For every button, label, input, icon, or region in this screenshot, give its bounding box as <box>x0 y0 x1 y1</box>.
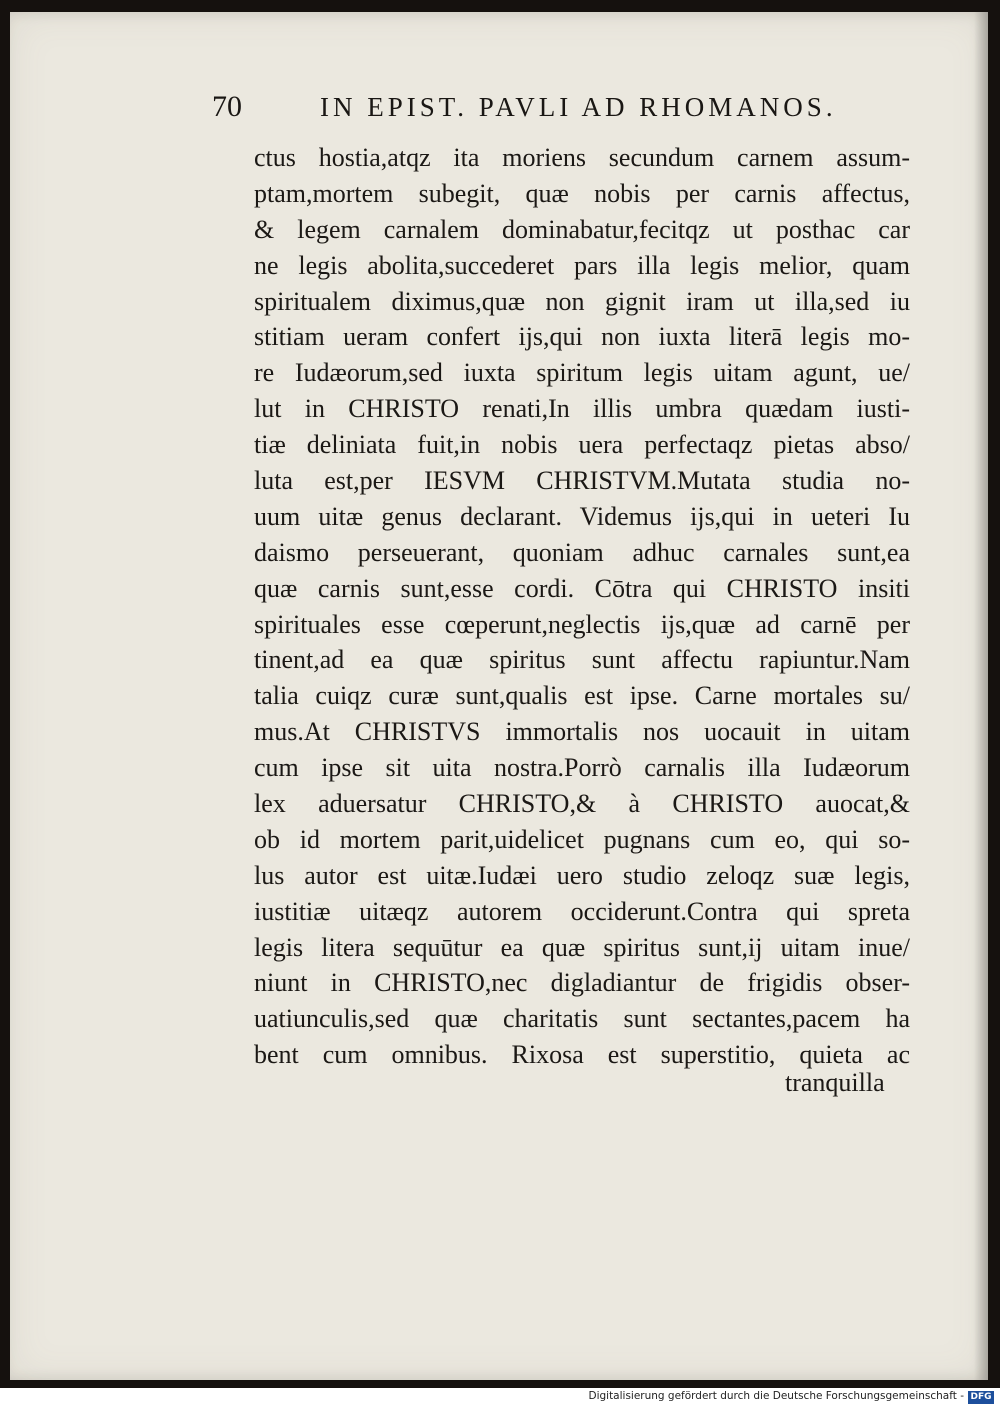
text-line: iustitiæ uitæqz autorem occiderunt.Contra qui spreta <box>254 896 910 926</box>
page-number: 70 <box>212 90 242 123</box>
text-line: uum uitæ genus declarant. Videmus ijs,qui in ueteri Iu <box>254 501 910 531</box>
text-line: mus.At CHRISTVS immortalis nos uocauit in uitam <box>254 717 910 747</box>
text-line: stitiam ueram confert ijs,qui non iuxta literā legis mo- <box>254 322 910 352</box>
page-spine-shadow <box>974 12 988 1380</box>
text-line: lut in CHRISTO renati,In illis umbra quædam iusti- <box>254 394 910 424</box>
footer-credit: Digitalisierung gefördert durch die Deutsche Forschungsgemeinschaft - <box>588 1390 964 1402</box>
catchword: tranquilla <box>785 1068 885 1097</box>
text-line: re Iudæorum,sed iuxta spiritum legis uitam agunt, ue/ <box>254 358 910 388</box>
text-line: bent cum omnibus. Rixosa est superstitio, quieta ac <box>254 1040 910 1070</box>
text-line: ob id mortem parit,uidelicet pugnans cum eo, qui so- <box>254 824 910 854</box>
text-line: ptam,mortem subegit, quæ nobis per carnis affectus, <box>254 178 910 208</box>
text-line: tiæ deliniata fuit,in nobis uera perfectaqz pietas abso/ <box>254 430 910 460</box>
text-line: luta est,per IESVM CHRISTVM.Mutata studia no- <box>254 466 910 496</box>
footer-bar <box>0 1388 1000 1408</box>
text-line: lus autor est uitæ.Iudæi uero studio zeloqz suæ legis, <box>254 860 910 890</box>
text-line: legis litera sequūtur ea quæ spiritus sunt,ij uitam inue/ <box>254 932 910 962</box>
page-header <box>10 90 988 134</box>
text-line: spirituales esse cœperunt,neglectis ijs,quæ ad carnē per <box>254 609 910 639</box>
book-page <box>10 12 988 1380</box>
text-line: & legem carnalem dominabatur,fecitqz ut posthac car <box>254 214 910 244</box>
text-line: talia cuiqz curæ sunt,qualis est ipse. Carne mortales su/ <box>254 681 910 711</box>
running-head: IN EPIST. PAVLI AD RHOMANOS. <box>320 92 837 122</box>
text-line: ne legis abolita,succederet pars illa legis melior, quam <box>254 250 910 280</box>
text-line: spiritualem diximus,quæ non gignit iram ut illa,sed iu <box>254 286 910 316</box>
body-text <box>254 140 910 1073</box>
text-line: ctus hostia,atqz ita moriens secundum carnem assum- <box>254 143 910 172</box>
dfg-logo-icon[interactable]: DFG <box>968 1391 994 1404</box>
text-line: niunt in CHRISTO,nec digladiantur de frigidis obser- <box>254 968 910 998</box>
text-line: uatiunculis,sed quæ charitatis sunt sectantes,pacem ha <box>254 1004 910 1034</box>
text-line: quæ carnis sunt,esse cordi. Cōtra qui CHRISTO insiti <box>254 573 910 603</box>
text-line: tinent,ad ea quæ spiritus sunt affectu rapiuntur.Nam <box>254 645 910 675</box>
text-line: lex aduersatur CHRISTO,& à CHRISTO auocat,& <box>254 789 910 819</box>
text-line: cum ipse sit uita nostra.Porrò carnalis illa Iudæorum <box>254 753 910 783</box>
text-line: daismo perseuerant, quoniam adhuc carnales sunt,ea <box>254 537 910 567</box>
